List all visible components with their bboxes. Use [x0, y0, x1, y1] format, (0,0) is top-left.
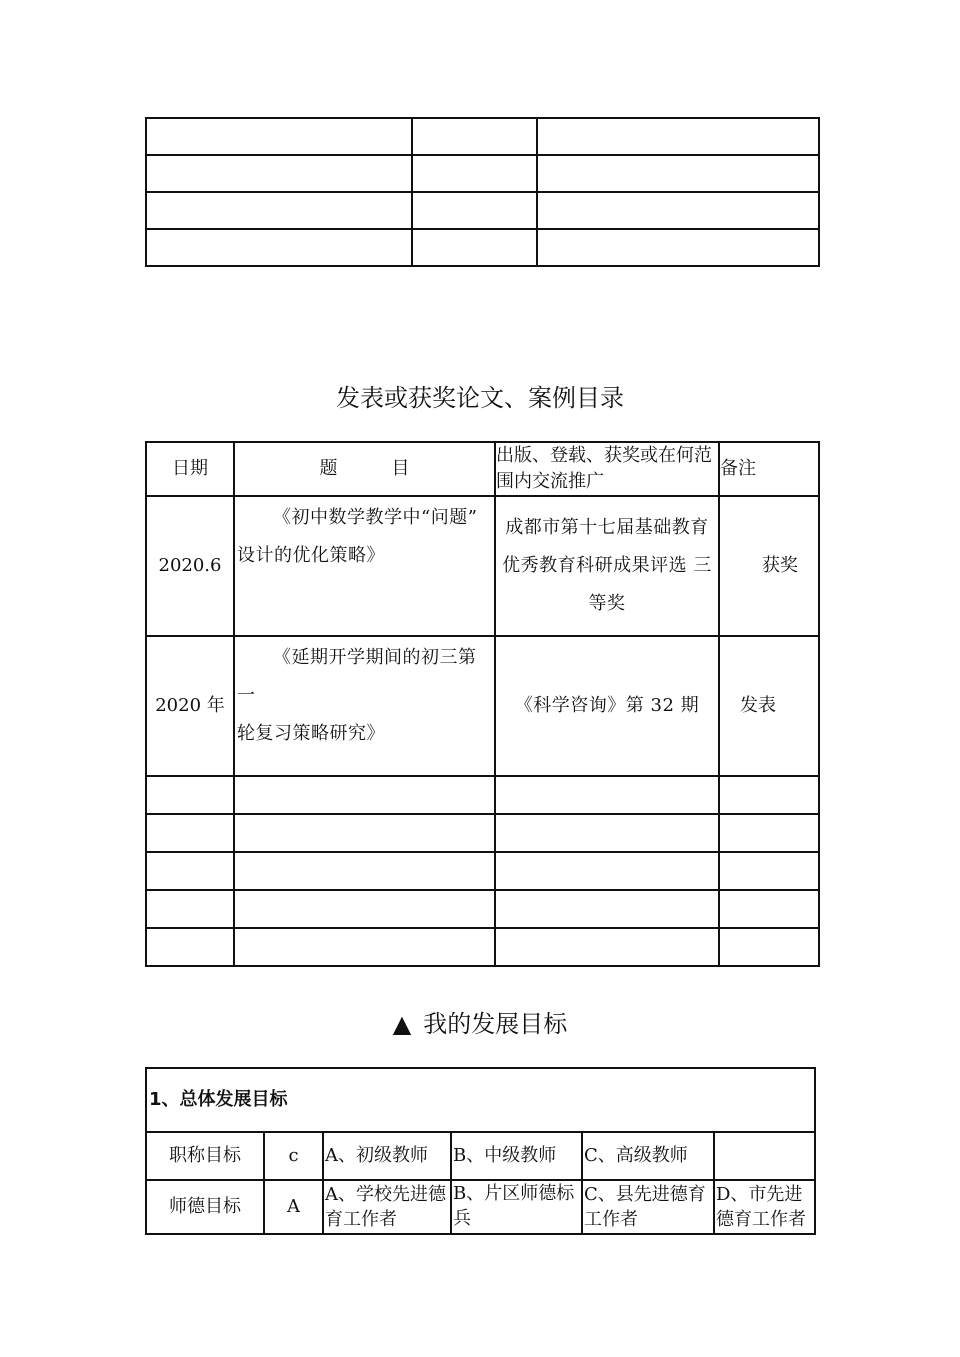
table-cell: [146, 155, 412, 192]
goal-option: B、片区师德标兵: [451, 1180, 582, 1234]
table-header-row: [146, 442, 819, 496]
table-row: [146, 636, 819, 776]
goal-label: 职称目标: [146, 1132, 264, 1180]
header-remark: 备注: [719, 442, 819, 496]
goal-choice: c: [264, 1132, 323, 1180]
table-cell: [537, 118, 819, 155]
table-cell: [412, 192, 537, 229]
table-cell: [146, 928, 234, 966]
table-cell: [719, 928, 819, 966]
table-cell: [537, 229, 819, 266]
goal-option: D、市先进德育工作者: [714, 1180, 815, 1234]
goal-option: A、学校先进德育工作者: [323, 1180, 451, 1234]
goal-option: C、高级教师: [582, 1132, 714, 1180]
goals-table: [145, 1067, 816, 1235]
goal-option: B、中级教师: [451, 1132, 582, 1180]
table-cell: [146, 118, 412, 155]
goal-option: [714, 1132, 815, 1180]
table-cell: [495, 814, 719, 852]
table-row: [146, 890, 819, 928]
goal-choice: A: [264, 1180, 323, 1234]
table-cell: [146, 890, 234, 928]
paper-topic-line: 设计的优化策略》: [237, 544, 385, 566]
continuation-table: [145, 117, 820, 267]
table-cell: [719, 814, 819, 852]
table-cell: [146, 814, 234, 852]
goals-section-title: [0, 1004, 960, 1039]
table-cell: [537, 192, 819, 229]
table-cell: [234, 814, 495, 852]
table-cell: [412, 155, 537, 192]
table-row: [146, 1068, 815, 1132]
goal-label: 师德目标: [146, 1180, 264, 1234]
table-cell: [146, 852, 234, 890]
triangle-icon: ▲: [392, 1010, 412, 1038]
table-cell: [146, 192, 412, 229]
papers-table: [145, 441, 820, 967]
header-publication: 出版、登载、获奖或在何范围内交流推广: [495, 442, 719, 496]
paper-date: 2020.6: [146, 496, 234, 636]
table-row: [146, 1132, 815, 1180]
table-cell: [537, 155, 819, 192]
paper-remark: 发表: [719, 636, 819, 776]
paper-date: 2020 年: [146, 636, 234, 776]
table-row: [146, 192, 819, 229]
table-cell: [234, 852, 495, 890]
table-row: [146, 118, 819, 155]
table-row: [146, 852, 819, 890]
table-cell: [146, 776, 234, 814]
papers-section-title: 发表或获奖论文、案例目录: [336, 384, 624, 412]
table-row: [146, 776, 819, 814]
table-row: [146, 496, 819, 636]
goal-option: C、县先进德育工作者: [582, 1180, 714, 1234]
header-topic: 题 目: [234, 442, 495, 496]
table-row: [146, 814, 819, 852]
table-cell: [495, 776, 719, 814]
paper-topic-line: 轮复习策略研究》: [237, 722, 385, 744]
paper-topic: [234, 636, 495, 776]
paper-remark: 获奖: [719, 496, 819, 636]
paper-topic-line: 《初中数学教学中“问题”: [273, 507, 478, 529]
paper-topic: [234, 496, 495, 636]
goal-option: A、初级教师: [323, 1132, 451, 1180]
table-cell: [495, 852, 719, 890]
paper-topic-line: 《延期开学期间的初三第一: [237, 647, 477, 706]
table-cell: [234, 890, 495, 928]
table-row: [146, 928, 819, 966]
table-cell: [412, 229, 537, 266]
table-cell: [146, 229, 412, 266]
table-row: [146, 1180, 815, 1234]
table-cell: [495, 890, 719, 928]
table-cell: [719, 852, 819, 890]
table-cell: [719, 776, 819, 814]
table-row: [146, 155, 819, 192]
table-cell: [412, 118, 537, 155]
table-cell: [495, 928, 719, 966]
paper-publication: 成都市第十七届基础教育优秀教育科研成果评选 三等奖: [495, 496, 719, 636]
table-cell: [234, 928, 495, 966]
goals-title-text: 我的发展目标: [423, 1010, 568, 1038]
header-date: 日期: [146, 442, 234, 496]
table-cell: [719, 890, 819, 928]
table-cell: [234, 776, 495, 814]
table-row: [146, 229, 819, 266]
paper-publication: 《科学咨询》第 32 期: [495, 636, 719, 776]
overall-goal-label: 1、总体发展目标: [146, 1068, 815, 1132]
